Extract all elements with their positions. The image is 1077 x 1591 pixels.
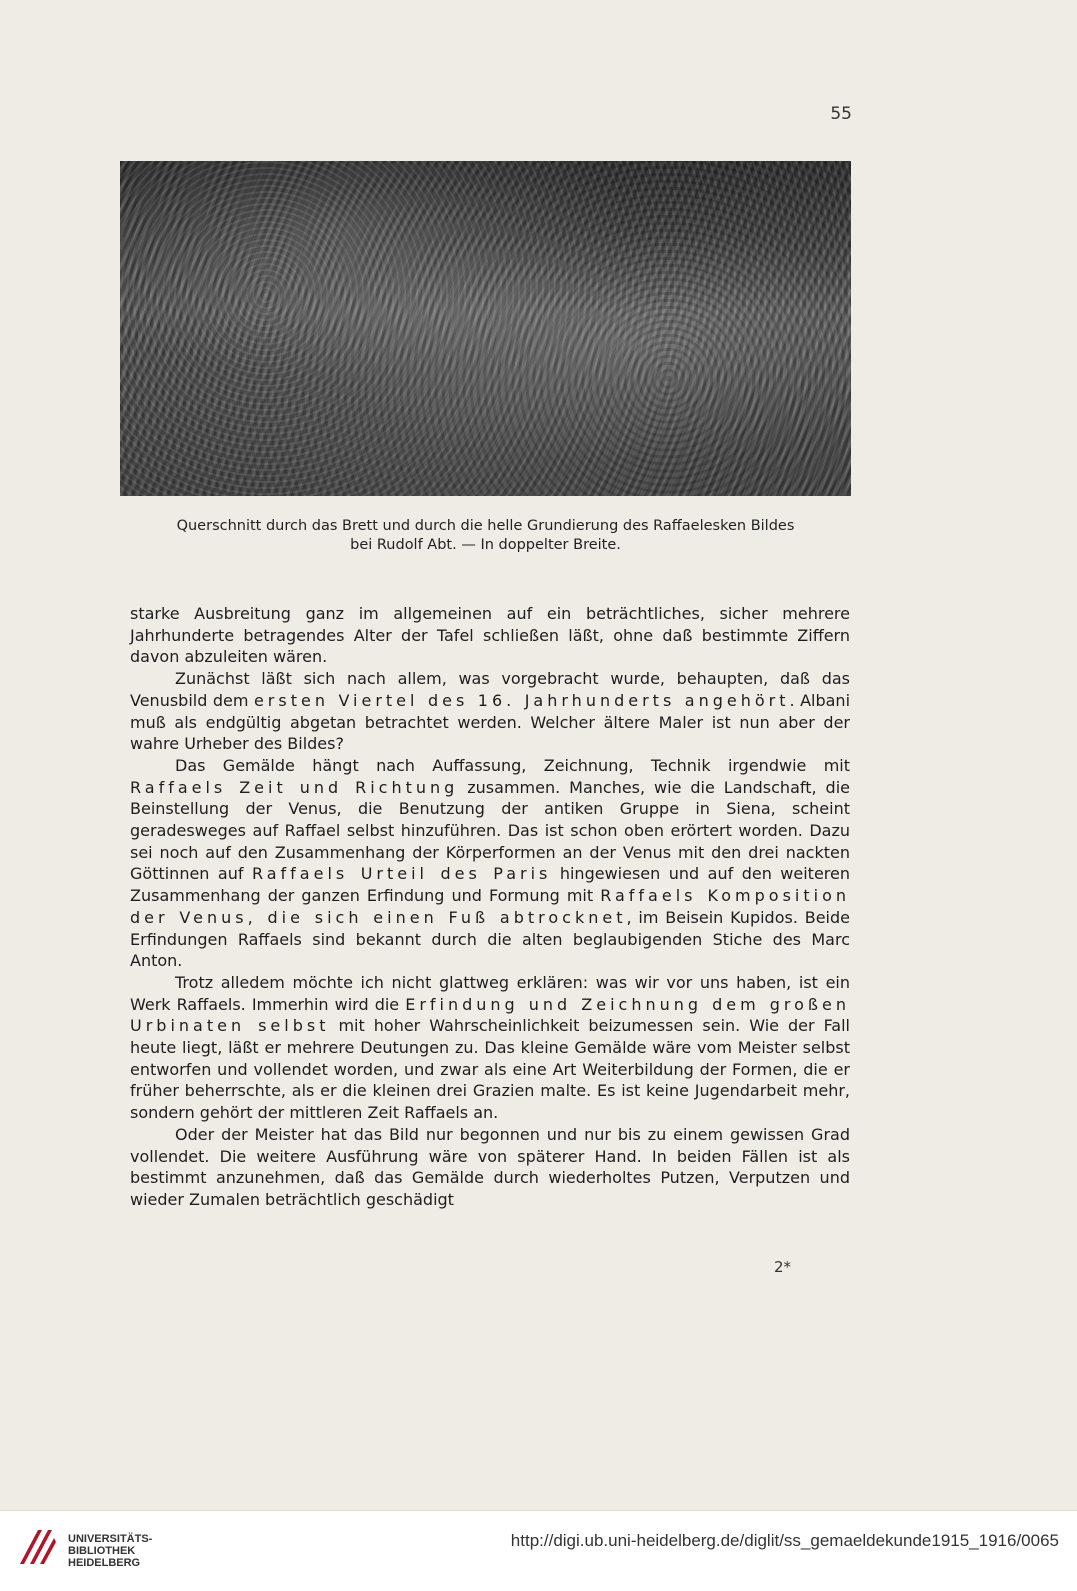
paragraph-4 bbox=[130, 972, 850, 1124]
p3-text-c: zusammen. Manches, wie die Landschaft, die Beinstellung der Venus, die Benutzung der antiken Gruppe in Siena, scheint geradesweges auf Raffael selbst hinzuführen. Das ist schon oben erörtert worden. Dazu sei noch auf den Zusammenhang der Körperformen an der Venus mit den drei nackten Göttinnen auf bbox=[130, 777, 850, 884]
p3-text-a: Das Gemälde hängt nach Auffassung, Zeichnung, Technik irgendwie mit bbox=[175, 755, 850, 775]
p3-emphasis-2: Raffaels Urteil des Paris bbox=[251, 864, 552, 884]
library-name-line-2: BIBLIOTHEK bbox=[68, 1545, 136, 1557]
paragraph-2 bbox=[130, 668, 850, 755]
paragraph-5: Oder der Meister hat das Bild nur begonnen und nur bis zu einem gewissen Grad vollendet. Die weitere Ausführung wäre von späterer Hand. In beiden Fällen ist als bestimmt anzunehmen, daß das Gemälde durch wiederholtes Putzen, Verputzen und wieder Zumalen beträchtlich geschädigt bbox=[130, 1124, 850, 1209]
p2-text-a: Zunächst läßt sich nach allem, was vorgebracht wurde, behaupten, daß das Venusbild dem bbox=[130, 669, 850, 710]
p4-emphasis: Erfindung und Zeichnung dem großen Urbinaten selbst bbox=[130, 994, 850, 1036]
p4-text-c: mit hoher Wahrscheinlichkeit beizumessen sein. Wie der Fall heute liegt, läßt er mehrere Deutungen zu. Das kleine Gemälde wäre vom Meister selbst entworfen und vollendet worden, und zwar als eine Art Weiterbildung der Formen, die er früher beherrschte, als er die kleinen drei Grazien malte. Es ist keine Jugendarbeit mehr, sondern gehört der mittleren Zeit Raffaels an. bbox=[130, 1016, 851, 1123]
paragraph-1: starke Ausbreitung ganz im allgemeinen auf ein beträchtliches, sicher mehrere Jahrhunderte betragendes Alter der Tafel schließen läßt, ohne daß bestimmte Ziffern davon abzuleiten wären. bbox=[130, 604, 850, 667]
cross-section-photo bbox=[120, 161, 851, 496]
p2-text-c: . Albani muß als endgültig abgetan betrachtet werden. Welcher ältere Maler ist nun aber der wahre Urheber des Bildes? bbox=[130, 690, 851, 754]
page-number: 55 bbox=[830, 104, 852, 124]
library-logo-icon bbox=[16, 1524, 61, 1569]
library-name-line-3: HEIDELBERG bbox=[68, 1557, 141, 1569]
caption-line-1: Querschnitt durch das Brett und durch die helle Grundierung des Raffaelesken Bildes bbox=[176, 518, 795, 534]
library-name-line-1: UNIVERSITÄTS- bbox=[68, 1533, 153, 1545]
p2-emphasis: ersten Viertel des 16. Jahrhunderts angehört bbox=[253, 690, 790, 710]
p3-text-e: hingewiesen und auf den weiteren Zusammenhang der ganzen Erfindung und Formung mit bbox=[130, 864, 850, 906]
p3-text-g: , im Beisein Kupidos. Beide Erfindungen Raffaels sind bekannt durch die alten beglaubigenden Stiche des Marc Anton. bbox=[130, 907, 851, 971]
paragraph-3 bbox=[130, 755, 850, 972]
footer-bar bbox=[0, 1510, 1077, 1591]
figure-caption bbox=[120, 517, 851, 555]
source-url-link[interactable]: http://digi.ub.uni-heidelberg.de/diglit/ss_gemaeldekunde1915_1916/0065 bbox=[510, 1531, 1059, 1550]
signature-mark: 2* bbox=[774, 1258, 792, 1276]
caption-line-2: bei Rudolf Abt. — In doppelter Breite. bbox=[350, 537, 621, 553]
p3-emphasis-1: Raffaels Zeit und Richtung bbox=[130, 777, 459, 797]
p4-text-a: Trotz alledem möchte ich nicht glattweg erklären: was wir vor uns haben, ist ein Werk Raffaels. Immerhin wird die bbox=[130, 972, 850, 1014]
library-name bbox=[68, 1533, 152, 1569]
p3-emphasis-3: Raffaels Komposition der Venus, die sich einen Fuß abtrocknet bbox=[130, 886, 851, 927]
body-text bbox=[130, 603, 850, 1211]
